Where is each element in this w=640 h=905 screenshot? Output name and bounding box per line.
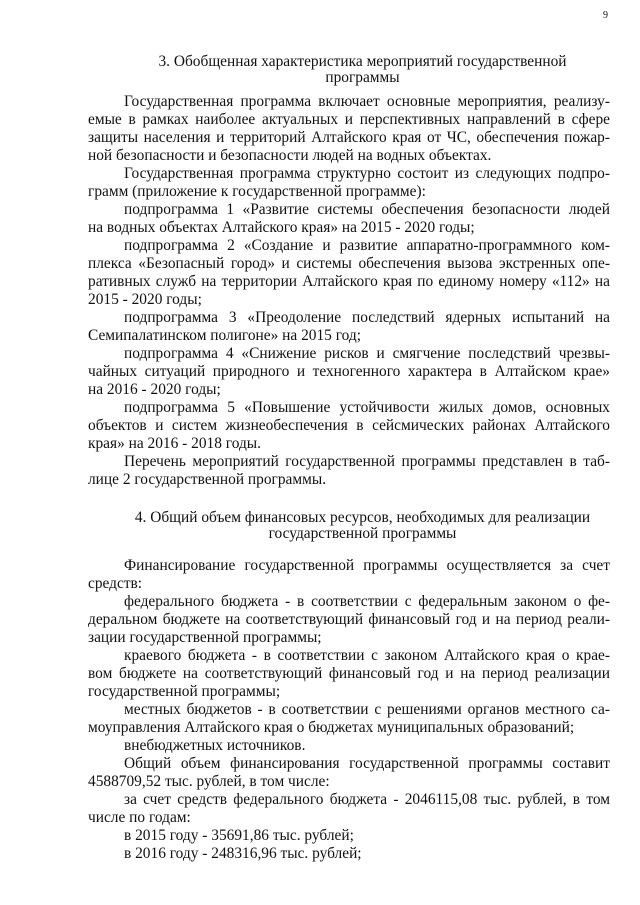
text-line: деральном бюджете на соответствующий финансовый год и на период реали-: [88, 611, 610, 628]
text-line: Семипалатинском полигоне» на 2015 год;: [88, 327, 362, 344]
text-line: грамм (приложение к государственной программе):: [88, 183, 426, 200]
text-line: подпрограмма 2 «Создание и развитие аппаратно-программного ком-: [124, 237, 610, 254]
text-line: зации государственной программы;: [88, 629, 322, 646]
section-3-heading-line-2: программы: [325, 69, 400, 86]
text-line: 2015 - 2020 годы;: [88, 291, 202, 308]
text-line: в 2015 году - 35691,86 тыс. рублей;: [124, 827, 354, 844]
page-number: 9: [603, 10, 608, 21]
text-line: в 2016 году - 248316,96 тыс. рублей;: [124, 845, 362, 862]
text-line: подпрограмма 4 «Снижение рисков и смягчение последствий чрезвы-: [124, 345, 610, 362]
text-line: Перечень мероприятий государственной программы представлен в таб-: [124, 453, 610, 470]
section-4-heading: [115, 510, 610, 542]
text-line: Государственная программа включает основные мероприятия, реализу-: [124, 93, 610, 110]
text-line: ной безопасности и безопасности людей на водных объектах.: [88, 147, 492, 164]
section-4-heading-line-2: государственной программы: [268, 525, 457, 542]
text-line: моуправления Алтайского края о бюджетах муниципальных образований;: [88, 719, 575, 736]
text-line: объектов и систем жизнеобеспечения в сейсмических районах Алтайского: [88, 417, 610, 434]
text-line: Государственная программа структурно состоит из следующих подпро-: [124, 165, 610, 182]
text-line: лице 2 государственной программы.: [88, 471, 327, 488]
section-4-heading-line-1: 4. Общий объем финансовых ресурсов, необходимых для реализации: [134, 509, 591, 526]
text-line: подпрограмма 3 «Преодоление последствий ядерных испытаний на: [124, 309, 610, 326]
text-line: емые в рамках наиболее актуальных и перспективных направлений в сфере: [88, 111, 610, 128]
text-line: краевого бюджета - в соответствии с законом Алтайского края о крае-: [124, 647, 610, 664]
text-line: подпрограмма 1 «Развитие системы обеспечения безопасности людей: [124, 201, 610, 218]
text-line: внебюджетных источников.: [124, 737, 306, 754]
text-line: Финансирование государственной программы осуществляется за счет: [124, 557, 610, 574]
section-3-heading-line-1: 3. Обобщенная характеристика мероприятий государственной: [158, 53, 567, 70]
text-line: на 2016 - 2020 годы;: [88, 381, 221, 398]
text-line: вом бюджете на соответствующий финансовый год и на период реализации: [88, 665, 610, 682]
text-line: за счет средств федерального бюджета - 2046115,08 тыс. рублей, в том: [124, 791, 610, 808]
text-line: федерального бюджета - в соответствии с федеральным законом о фе-: [124, 593, 610, 610]
text-line: числе по годам:: [88, 809, 191, 826]
text-line: края» на 2016 - 2018 годы.: [88, 435, 261, 452]
text-line: ративных служб на территории Алтайского края по единому номеру «112» на: [88, 273, 610, 290]
text-line: на водных объектах Алтайского края» на 2015 - 2020 годы;: [88, 219, 475, 236]
text-line: Общий объем финансирования государственной программы составит: [124, 755, 610, 772]
text-line: защиты населения и территорий Алтайского края от ЧС, обеспечения пожар-: [88, 129, 610, 146]
text-line: плекса «Безопасный город» и системы обеспечения вызова экстренных опе-: [88, 255, 610, 272]
text-line: средств:: [88, 575, 143, 592]
text-line: 4588709,52 тыс. рублей, в том числе:: [88, 773, 330, 790]
text-line: местных бюджетов - в соответствии с решениями органов местного са-: [124, 701, 610, 718]
text-line: государственной программы;: [88, 683, 281, 700]
text-line: чайных ситуаций природного и техногенного характера в Алтайском крае»: [88, 363, 610, 380]
text-line: подпрограмма 5 «Повышение устойчивости жилых домов, основных: [124, 399, 610, 416]
section-3-heading: [115, 54, 610, 86]
